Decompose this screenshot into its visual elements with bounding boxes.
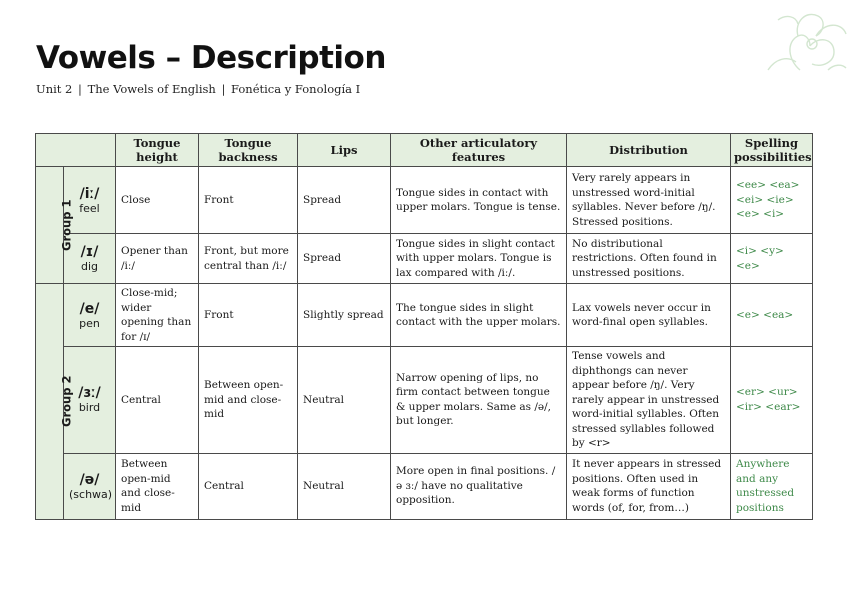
cell-lips: Spread	[298, 234, 391, 284]
subtitle-unit: Unit 2	[36, 82, 73, 96]
vowel-symbol: /ɜː/	[78, 385, 101, 402]
vowels-table	[35, 133, 813, 520]
cell-height: Close	[116, 167, 199, 234]
cell-spelling: <i> <y> <e>	[731, 234, 813, 284]
header-lips: Lips	[298, 134, 391, 167]
cell-backness: Between open-mid and close-mid	[199, 347, 298, 454]
cell-lips: Neutral	[298, 347, 391, 454]
vowel-cell	[64, 284, 116, 347]
cell-distribution: It never appears in stressed positions. Often used in weak forms of function words (of, for, from…)	[567, 453, 731, 519]
table-header-row	[36, 134, 813, 167]
table-row	[36, 453, 813, 519]
cell-lips: Neutral	[298, 453, 391, 519]
vowel-symbol: /ə/	[79, 471, 100, 488]
subtitle-separator: |	[78, 82, 82, 96]
page-title: Vowels – Description	[36, 40, 386, 76]
vowel-example-word: bird	[78, 401, 101, 415]
cell-other: The tongue sides in slight contact with the upper molars.	[391, 284, 567, 347]
vowel-example-word: (schwa)	[69, 487, 113, 501]
cell-other: Narrow opening of lips, no firm contact between tongue & upper molars. Same as /ə/, but longer.	[391, 347, 567, 454]
cell-spelling: <e> <ea>	[731, 284, 813, 347]
cell-other: Tongue sides in slight contact with upper molars. Tongue is lax compared with /iː/.	[391, 234, 567, 284]
cell-backness: Front, but more central than /iː/	[199, 234, 298, 284]
cell-height: Between open-mid and close-mid	[116, 453, 199, 519]
cell-backness: Central	[199, 453, 298, 519]
cell-lips: Slightly spread	[298, 284, 391, 347]
subtitle-separator: |	[221, 82, 226, 96]
cell-height: Opener than /iː/	[116, 234, 199, 284]
subtitle-course: Fonética y Fonología I	[231, 82, 361, 96]
cell-backness: Front	[199, 284, 298, 347]
cell-height: Close-mid; wider opening than for /ɪ/	[116, 284, 199, 347]
vowel-example-word: dig	[80, 260, 99, 273]
cell-height: Central	[116, 347, 199, 454]
header-spelling: Spelling possibilities	[731, 134, 813, 167]
header-tongue-backness: Tongue backness	[199, 134, 298, 167]
subtitle-topic: The Vowels of English	[87, 82, 216, 96]
cell-distribution: Very rarely appears in unstressed word-initial syllables. Never before /ŋ/. Stressed positions.	[567, 167, 731, 234]
group-label: Group 2	[36, 284, 64, 520]
group-label: Group 1	[36, 167, 64, 284]
vowel-example-word: pen	[79, 316, 100, 330]
cell-distribution: Tense vowels and diphthongs can never appear before /ŋ/. Very rarely appear in unstressed word-initial syllables. Often stressed syllables followed by <r>	[567, 347, 731, 454]
page-subtitle	[36, 82, 360, 96]
cell-backness: Front	[199, 167, 298, 234]
cell-spelling: <ee> <ea> <ei> <ie> <e> <i>	[731, 167, 813, 234]
table-row	[36, 347, 813, 454]
flower-decoration-icon	[738, 0, 848, 80]
cell-distribution: No distributional restrictions. Often found in unstressed positions.	[567, 234, 731, 284]
vowel-symbol: /iː/	[79, 185, 100, 202]
header-other-features: Other articulatory features	[391, 134, 567, 167]
vowel-example-word: feel	[79, 201, 100, 215]
header-tongue-height: Tongue height	[116, 134, 199, 167]
vowel-symbol: /e/	[79, 300, 100, 317]
cell-spelling: Anywhere and any unstressed positions	[731, 453, 813, 519]
table-row	[36, 234, 813, 284]
cell-other: More open in final positions. /ə ɜː/ have no qualitative opposition.	[391, 453, 567, 519]
table-row	[36, 284, 813, 347]
table-row	[36, 167, 813, 234]
cell-spelling: <er> <ur> <ir> <ear>	[731, 347, 813, 454]
cell-distribution: Lax vowels never occur in word-final open syllables.	[567, 284, 731, 347]
cell-other: Tongue sides in contact with upper molars. Tongue is tense.	[391, 167, 567, 234]
vowel-symbol: /ɪ/	[80, 244, 99, 260]
vowel-cell	[64, 453, 116, 519]
cell-lips: Spread	[298, 167, 391, 234]
header-distribution: Distribution	[567, 134, 731, 167]
header-blank-cell	[36, 134, 116, 167]
